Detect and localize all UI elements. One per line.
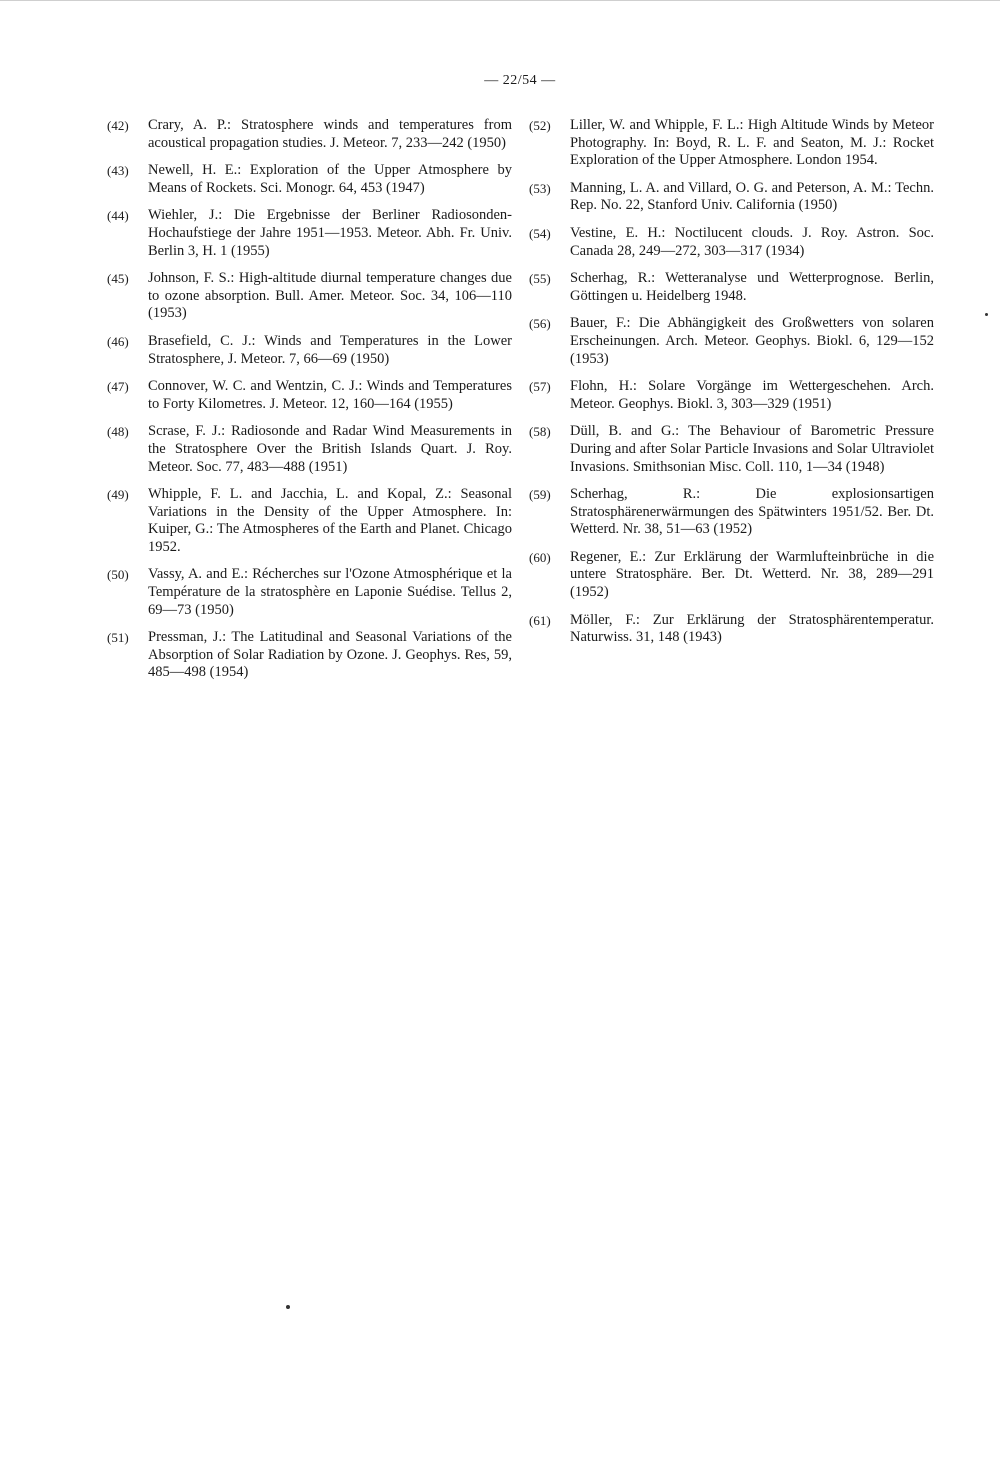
- reference-text: Manning, L. A. and Villard, O. G. and Peterson, A. M.: Techn. Rep. No. 22, Stanford Univ. California (1950): [570, 179, 934, 214]
- reference-number: (59): [529, 487, 551, 503]
- reference-number: (44): [107, 208, 129, 224]
- reference-item: [529, 549, 934, 602]
- reference-number: (48): [107, 424, 129, 440]
- scan-speck: [286, 1305, 290, 1309]
- reference-text: Brasefield, C. J.: Winds and Temperatures in the Lower Stratosphere, J. Meteor. 7, 66—69 (1950): [148, 332, 512, 367]
- reference-text: Scherhag, R.: Wetteranalyse und Wetterprognose. Berlin, Göttingen u. Heidelberg 1948.: [570, 270, 934, 304]
- reference-number: (50): [107, 567, 129, 583]
- reference-number: (49): [107, 487, 129, 503]
- scan-speck: [985, 313, 988, 316]
- reference-item: [529, 270, 934, 305]
- reference-number: (57): [529, 379, 551, 395]
- reference-item: [529, 180, 934, 215]
- reference-text: Newell, H. E.: Exploration of the Upper Atmosphere by Means of Rockets. Sci. Monogr. 64, 453 (1947): [148, 162, 512, 196]
- reference-number: (60): [529, 549, 551, 565]
- reference-text: Whipple, F. L. and Jacchia, L. and Kopal, Z.: Seasonal Variations in the Density of the Upper Atmosphere. In: Kuiper, G.: The Atmospheres of the Earth and Planet. Chicago 1952.: [148, 486, 512, 555]
- reference-item: [107, 378, 512, 413]
- reference-item: [107, 566, 512, 619]
- reference-item: [107, 486, 512, 556]
- reference-number: (53): [529, 180, 551, 196]
- reference-text: Crary, A. P.: Stratosphere winds and temperatures from acoustical propagation studies. J. Meteor. 7, 233—242 (1950): [148, 117, 512, 151]
- reference-text: Wiehler, J.: Die Ergebnisse der Berliner Radiosonden-Hochaufstiege der Jahre 1951—1953. Meteor. Abh. Fr. Univ. Berlin 3, H. 1 (1955): [148, 207, 512, 259]
- reference-text: Johnson, F. S.: High-altitude diurnal temperature changes due to ozone absorption. Bull. Amer. Meteor. Soc. 34, 106—110 (1953): [148, 270, 512, 322]
- reference-item: [107, 333, 512, 368]
- reference-item: [529, 486, 934, 539]
- reference-text: Pressman, J.: The Latitudinal and Seasonal Variations of the Absorption of Solar Radiation by Ozone. J. Geophys. Res, 59, 485—498 (1954): [148, 629, 512, 681]
- reference-item: [107, 117, 512, 152]
- reference-text: Scrase, F. J.: Radiosonde and Radar Wind Measurements in the Stratosphere Over the British Islands Quart. J. Roy. Meteor. Soc. 77, 483—488 (1951): [148, 423, 512, 475]
- reference-number: (55): [529, 271, 551, 287]
- reference-text: Möller, F.: Zur Erklärung der Stratosphärentemperatur. Naturwiss. 31, 148 (1943): [570, 611, 934, 646]
- reference-text: Düll, B. and G.: The Behaviour of Barometric Pressure During and after Solar Particle Invasions and Solar Ultraviolet Invasions. Smithsonian Misc. Coll. 110, 1—34 (1948): [570, 423, 934, 475]
- reference-number: (51): [107, 630, 129, 646]
- reference-text: Regener, E.: Zur Erklärung der Warmlufteinbrüche in die untere Stratosphäre. Ber. Dt. Wetterd. Nr. 38, 289—291 (1952): [570, 548, 934, 601]
- reference-text: Vassy, A. and E.: Récherches sur l'Ozone Atmosphérique et la Température de la stratosphère en Laponie Suédise. Tellus 2, 69—73 (1950): [148, 566, 512, 618]
- references-column-right: [529, 117, 934, 657]
- reference-text: Flohn, H.: Solare Vorgänge im Wettergeschehen. Arch. Meteor. Geophys. Biokl. 3, 303—329 (1951): [570, 378, 934, 412]
- reference-text: Scherhag, R.: Die explosionsartigen Stratosphärenerwärmungen des Spätwinters 1951/52. Ber. Dt. Wetterd. Nr. 38, 51—63 (1952): [570, 486, 934, 538]
- reference-text: Vestine, E. H.: Noctilucent clouds. J. Roy. Astron. Soc. Canada 28, 249—272, 303—317 (1934): [570, 224, 934, 259]
- reference-text: Connover, W. C. and Wentzin, C. J.: Winds and Temperatures to Forty Kilometres. J. Meteor. 12, 160—164 (1955): [148, 378, 512, 412]
- reference-item: [107, 423, 512, 476]
- reference-item: [107, 162, 512, 197]
- reference-number: (46): [107, 333, 129, 349]
- reference-item: [107, 207, 512, 260]
- reference-item: [529, 423, 934, 476]
- reference-item: [529, 117, 934, 170]
- reference-number: (45): [107, 271, 129, 287]
- references-column-left: [107, 117, 512, 692]
- reference-text: Liller, W. and Whipple, F. L.: High Altitude Winds by Meteor Photography. In: Boyd, R. L. F. and Seaton, M. J.: Rocket Exploration of the Upper Atmosphere. London 1954.: [570, 117, 934, 169]
- reference-number: (42): [107, 118, 129, 133]
- reference-number: (56): [529, 316, 551, 332]
- reference-item: [107, 629, 512, 682]
- reference-number: (54): [529, 225, 551, 241]
- reference-number: (61): [529, 612, 551, 628]
- scan-edge: [0, 0, 1000, 1]
- reference-item: [529, 225, 934, 260]
- reference-item: [529, 612, 934, 647]
- reference-item: [529, 378, 934, 413]
- reference-item: [107, 270, 512, 323]
- reference-number: (43): [107, 163, 129, 179]
- page-number: — 22/54 —: [484, 73, 556, 88]
- reference-number: (52): [529, 118, 551, 133]
- reference-text: Bauer, F.: Die Abhängigkeit des Großwetters von solaren Erscheinungen. Arch. Meteor. Geophys. Biokl. 6, 129—152 (1953): [570, 315, 934, 367]
- reference-number: (47): [107, 379, 129, 395]
- reference-item: [529, 315, 934, 368]
- reference-number: (58): [529, 424, 551, 440]
